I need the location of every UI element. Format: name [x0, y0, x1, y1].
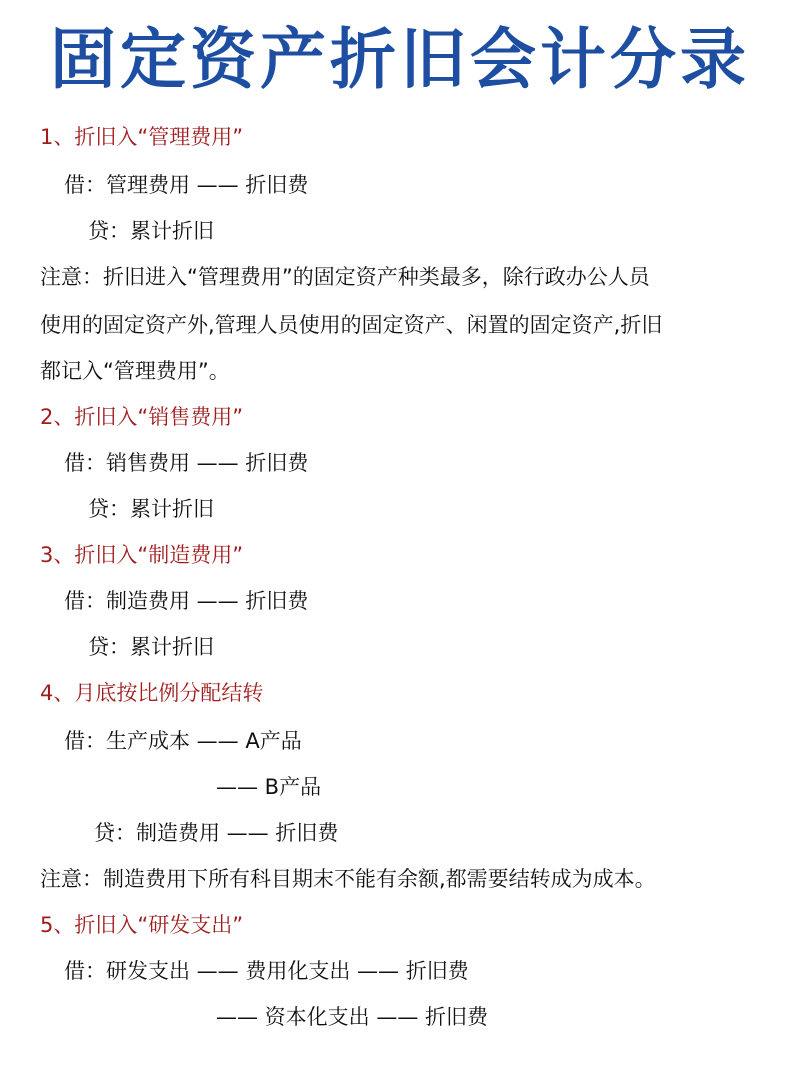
- section-3-debit: 借：制造费用 —— 折旧费: [64, 589, 309, 613]
- section-2-heading: 2、折旧入“销售费用”: [40, 405, 244, 429]
- section-5-heading: 5、折旧入“研发支出”: [40, 913, 244, 937]
- section-5-debit-expensed: 借：研发支出 —— 费用化支出 —— 折旧费: [64, 959, 469, 983]
- section-1-heading: 1、折旧入“管理费用”: [40, 125, 244, 149]
- section-4-debit-b: —— B产品: [216, 775, 322, 799]
- section-4-note: 注意：制造费用下所有科目期末不能有余额,都需要结转成为成本。: [40, 867, 656, 891]
- section-4-debit-a: 借：生产成本 —— A产品: [64, 729, 302, 753]
- page-title: 固定资产折旧会计分录: [50, 21, 750, 98]
- section-1-note-line-2: 使用的固定资产外,管理人员使用的固定资产、闲置的固定资产,折旧: [40, 313, 663, 337]
- section-3-credit: 贷：累计折旧: [88, 635, 214, 659]
- section-2-credit: 贷：累计折旧: [88, 497, 214, 521]
- section-1-debit: 借：管理费用 —— 折旧费: [64, 173, 309, 197]
- section-1-note-line-1: 注意：折旧进入“管理费用”的固定资产种类最多，除行政办公人员: [40, 265, 650, 289]
- section-1-note-line-3: 都记入“管理费用”。: [40, 359, 230, 383]
- section-5-debit-capitalized: —— 资本化支出 —— 折旧费: [216, 1005, 489, 1029]
- section-4-heading: 4、月底按比例分配结转: [40, 681, 264, 705]
- section-1-credit: 贷：累计折旧: [88, 219, 214, 243]
- section-4-credit: 贷：制造费用 —— 折旧费: [94, 821, 339, 845]
- section-2-debit: 借：销售费用 —— 折旧费: [64, 451, 309, 475]
- section-3-heading: 3、折旧入“制造费用”: [40, 543, 244, 567]
